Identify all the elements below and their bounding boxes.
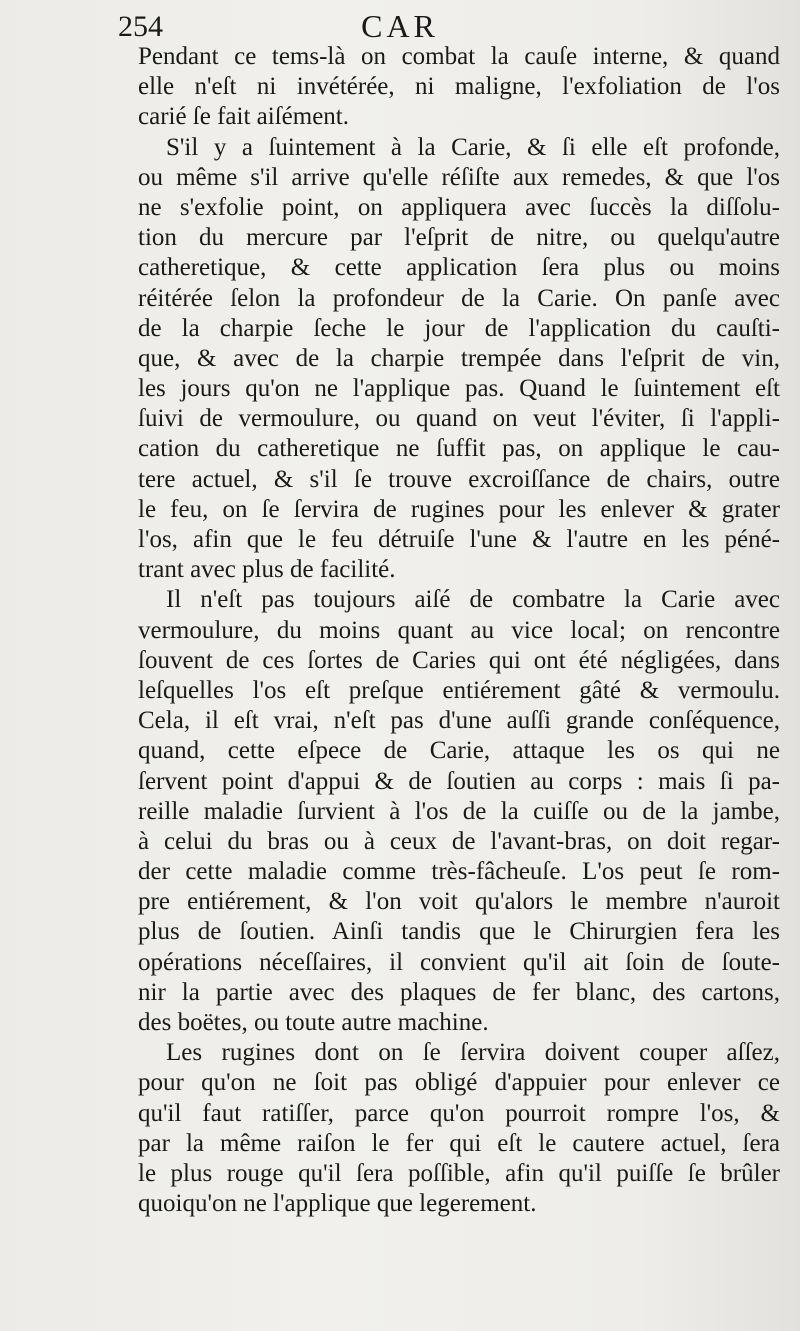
running-head: CAR (361, 8, 439, 44)
text-line: à celui du bras ou à ceux de l'avant-bras, on doit regar- (138, 827, 780, 855)
text-line: leſquelles l'os eſt preſque entiérement gâté & vermoulu. (138, 676, 780, 704)
text-line: ſervent point d'appui & de ſoutien au corps : mais ſi pa- (138, 767, 780, 795)
text-line: tion du mercure par l'eſprit de nitre, ou quelqu'autre (138, 224, 780, 252)
text-line: tere actuel, & s'il ſe trouve excroiſſance de chairs, outre (138, 465, 780, 493)
text-line: catheretique, & cette application ſera plus ou moins (138, 254, 780, 282)
text-line: quand, cette eſpece de Carie, attaque les os qui ne (138, 737, 780, 765)
text-line: elle n'eſt ni invétérée, ni maligne, l'exfoliation de l'os (138, 73, 780, 101)
text-line: pour qu'on ne ſoit pas obligé d'appuier pour enlever ce (138, 1069, 780, 1097)
text-line: cation du catheretique ne ſuffit pas, on applique le cau- (138, 435, 780, 463)
text-line: de la charpie ſeche le jour de l'application du cauſti- (138, 314, 780, 342)
text-line: réitérée ſelon la profondeur de la Carie. On panſe avec (138, 284, 780, 312)
text-line: plus de ſoutien. Ainſi tandis que le Chirurgien fera les (138, 918, 780, 946)
text-line: des boëtes, ou toute autre machine. (138, 1009, 489, 1036)
text-line: Pendant ce tems-là on combat la cauſe interne, & quand (138, 43, 780, 70)
text-line: ſouvent de ces ſortes de Caries qui ont été négligées, dans (138, 646, 780, 674)
text-line: trant avec plus de facilité. (138, 556, 396, 584)
text-line: carié ſe fait aiſément. (138, 103, 349, 131)
page-header (0, 4, 800, 44)
text-line: pre entiérement, & l'on voit qu'alors le membre n'auroit (138, 888, 780, 916)
text-line: reille maladie ſurvient à l'os de la cuiſſe ou de la jambe, (138, 797, 780, 825)
text-line: qu'il faut ratiſſer, parce qu'on pourroit rompre l'os, & (138, 1099, 780, 1127)
text-line: par la même raiſon le fer qui eſt le cautere actuel, ſera (138, 1129, 780, 1157)
text-line: ne s'exfolie point, on appliquera avec ſuccès la diſſolu- (138, 193, 780, 221)
text-line: les jours qu'on ne l'applique pas. Quand le ſuintement eſt (138, 375, 780, 403)
text-line: quoiqu'on ne l'applique que legerement. (138, 1190, 537, 1218)
page-number: 254 (118, 10, 163, 43)
text-line: le plus rouge qu'il ſera poſſible, afin qu'il puiſſe ſe brûler (138, 1159, 780, 1187)
text-line: Cela, il eſt vrai, n'eſt pas d'une auſſi grande conſéquence, (138, 707, 780, 735)
text-line: nir la partie avec des plaques de fer blanc, des cartons, (138, 978, 780, 1006)
text-line: que, & avec de la charpie trempée dans l'eſprit de vin, (138, 344, 780, 372)
body-text (138, 42, 780, 1219)
text-line: opérations néceſſaires, il convient qu'il ait ſoin de ſoute- (138, 948, 780, 976)
text-line: Les rugines dont on ſe ſervira doivent couper aſſez, (166, 1039, 780, 1067)
text-line: S'il y a ſuintement à la Carie, & ſi elle eſt profonde, (166, 133, 780, 161)
text-line: der cette maladie comme très-fâcheuſe. L'os peut ſe rom- (138, 858, 780, 886)
text-line: l'os, afin que le feu détruiſe l'une & l'autre en les péné- (138, 526, 780, 553)
text-line: le feu, on ſe ſervira de rugines pour les enlever & grater (138, 495, 780, 523)
text-line: ſuivi de vermoulure, ou quand on veut l'éviter, ſi l'appli- (138, 405, 780, 433)
text-line: ou même s'il arrive qu'elle réſiſte aux remedes, & que l'os (138, 163, 780, 191)
text-line: Il n'eſt pas toujours aiſé de combatre la Carie avec (166, 586, 780, 614)
text-line: vermoulure, du moins quant au vice local; on rencontre (138, 616, 780, 644)
